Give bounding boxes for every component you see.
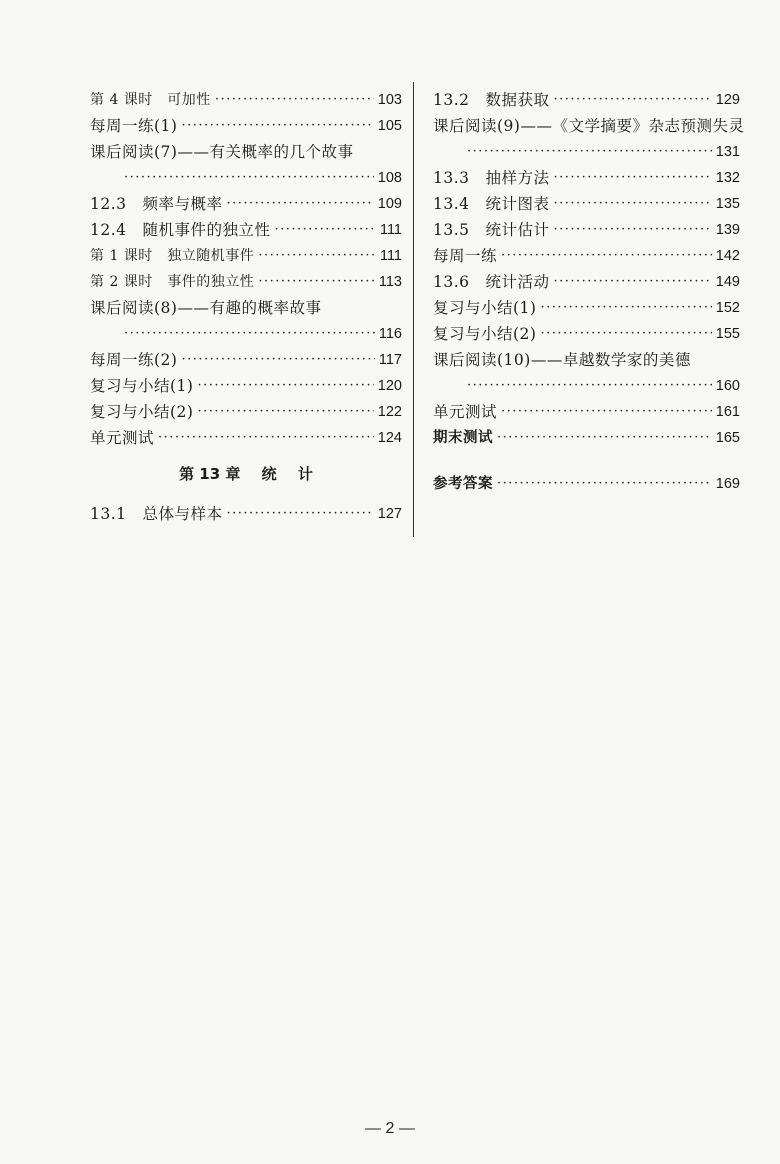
toc-entry-label: 每周一练(2) [90,351,178,369]
leader-dots [554,194,712,214]
toc-entry-page: 132 [715,170,740,186]
right-entries-b [433,468,740,494]
toc-entry-page: 165 [715,430,740,446]
toc-entry-label: 课后阅读(8)——有趣的概率故事 [90,299,322,317]
toc-entry-page: 109 [377,196,402,212]
toc-entry [90,396,402,422]
toc-entry [90,136,402,188]
toc-entry-label: 每周一练(1) [90,117,178,135]
toc-entry [433,292,740,318]
toc-entry [90,84,402,110]
toc-entry-page: 124 [377,430,402,446]
toc-entry [433,318,740,344]
toc-entry-label: 课后阅读(7)——有关概率的几个故事 [90,143,354,161]
chapter-title-char-1: 统 [261,465,277,483]
page-footer: — 2 — [365,1120,415,1137]
toc-entry-page: 116 [378,326,402,342]
toc-entry-label: 第 1 课时 独立随机事件 [90,248,255,264]
leader-dots [467,376,712,396]
toc-entry-label: 课后阅读(9)——《文学摘要》杂志预测失灵 [433,117,745,135]
toc-entry-page: 120 [377,378,402,394]
leader-dots [181,116,373,136]
toc-entry [433,240,740,266]
left-entries-a [90,84,402,448]
toc-entry-label: 复习与小结(2) [90,403,194,421]
leader-dots [554,220,712,240]
leader-dots [215,90,374,110]
toc-entry-label: 13.1 总体与样本 [90,505,223,523]
toc-entry [90,370,402,396]
toc-entry [90,422,402,448]
toc-entry-page: 131 [715,144,740,160]
toc-entry [90,292,402,344]
toc-entry-page: 142 [715,248,740,264]
leader-dots [497,428,712,448]
toc-entry-page: 155 [715,326,740,342]
toc-entry-page: 169 [715,476,740,492]
chapter-prefix: 第 13 章 [179,465,241,483]
toc-entry-label: 期末测试 [433,430,493,446]
toc-entry-page: 111 [379,222,402,238]
toc-entry [90,214,402,240]
toc-entry-label: 13.2 数据获取 [433,91,550,109]
toc-entry-page: 129 [715,92,740,108]
toc-entry-label: 13.6 统计活动 [433,273,550,291]
leader-dots [124,168,374,188]
toc-entry-page: 103 [377,92,402,108]
toc-entry-page: 161 [715,404,740,420]
toc-entry-page: 127 [377,506,402,522]
spacer [433,448,740,468]
leader-dots [181,350,374,370]
toc-entry [433,214,740,240]
leader-dots [158,428,374,448]
leader-dots [258,272,375,292]
chapter-title-char-2: 计 [297,465,313,483]
leader-dots [227,194,374,214]
toc-entry-page: 122 [377,404,402,420]
toc-entry-label: 复习与小结(1) [433,299,537,317]
toc-entry [433,110,745,162]
toc-entry [433,468,740,494]
toc-left-column [90,84,402,524]
toc-entry-label: 13.5 统计估计 [433,221,550,239]
toc-entry-label: 第 4 课时 可加性 [90,92,211,108]
leader-dots [197,402,373,422]
toc-entry-page: 149 [715,274,740,290]
toc-entry [433,344,740,396]
toc-entry-page: 113 [378,274,402,290]
toc-entry [90,344,402,370]
toc-entry-label: 13.4 统计图表 [433,195,550,213]
right-entries-a [433,84,745,448]
toc-entry-label: 12.4 随机事件的独立性 [90,221,271,239]
toc-entry-label: 12.3 频率与概率 [90,195,223,213]
toc-entry [433,396,740,422]
toc-entry [433,422,740,448]
toc-entry-label: 13.3 抽样方法 [433,169,550,187]
toc-entry-label: 复习与小结(2) [433,325,537,343]
leader-dots [554,90,712,110]
toc-right-column [433,84,745,494]
toc-entry [90,188,402,214]
leader-dots [467,142,712,162]
toc-entry-label: 单元测试 [433,403,498,421]
toc-entry-label: 参考答案 [433,476,493,492]
toc-entry [90,110,402,136]
toc-entry [433,162,740,188]
toc-entry-label: 复习与小结(1) [90,377,194,395]
toc-entry [90,266,402,292]
toc-entry [433,188,740,214]
leader-dots [554,168,712,188]
toc-entry-label: 单元测试 [90,429,155,447]
toc-entry-label: 课后阅读(10)——卓越数学家的美德 [433,351,691,369]
leader-dots [275,220,376,240]
toc-entry-label: 每周一练 [433,247,498,265]
leader-dots [501,246,712,266]
toc-entry-page: 111 [379,248,402,264]
toc-entry-page: 160 [715,378,740,394]
toc-entry-page: 139 [715,222,740,238]
toc-entry-page: 135 [715,196,740,212]
leader-dots [197,376,373,396]
chapter-13-heading [90,454,402,494]
leader-dots [540,298,711,318]
leader-dots [497,474,712,494]
toc-entry [90,498,402,524]
left-entries-b [90,498,402,524]
toc-entry [433,84,740,110]
toc-entry-label: 第 2 课时 事件的独立性 [90,274,255,290]
toc-entry [90,240,402,266]
leader-dots [258,246,376,266]
toc-entry [433,266,740,292]
toc-entry-page: 105 [377,118,402,134]
leader-dots [124,324,375,344]
leader-dots [501,402,712,422]
leader-dots [227,504,374,524]
column-divider [413,82,414,537]
toc-entry-page: 117 [378,352,402,368]
toc-entry-page: 108 [377,170,402,186]
leader-dots [554,272,712,292]
leader-dots [540,324,711,344]
toc-entry-page: 152 [715,300,740,316]
